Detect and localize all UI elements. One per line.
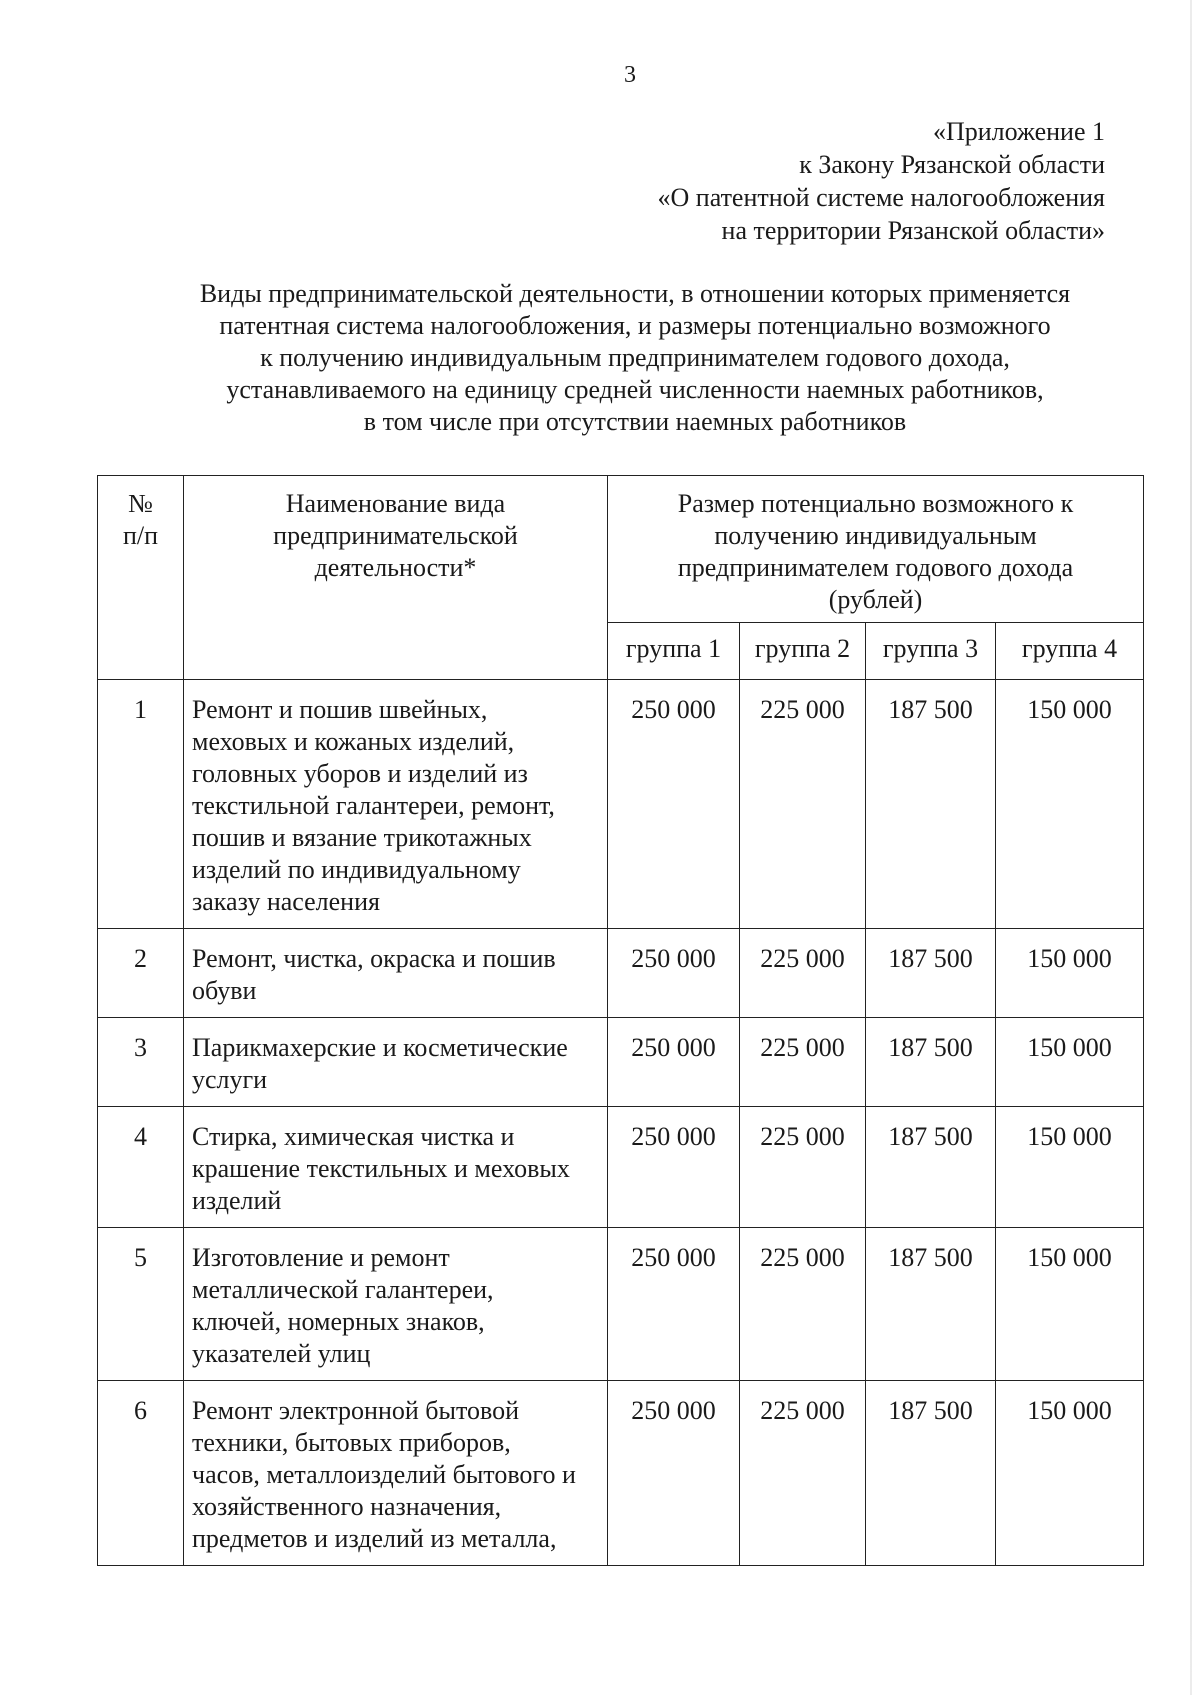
header-group-2: группа 2 <box>740 623 866 680</box>
income-group-4: 150 000 <box>996 1107 1144 1228</box>
activity-name-line: изделий <box>192 1186 282 1215</box>
header-size-line: (рублей) <box>828 585 923 614</box>
activity-name-line: металлической галантереи, <box>192 1275 494 1304</box>
activity-name-line: головных уборов и изделий из <box>192 759 528 788</box>
activity-name-line: предметов и изделий из металла, <box>192 1524 557 1553</box>
table-row <box>98 1018 1144 1107</box>
activity-name-line: меховых и кожаных изделий, <box>192 727 515 756</box>
activity-name <box>184 1018 608 1107</box>
income-group-1: 250 000 <box>608 1228 740 1381</box>
header-income-size <box>608 476 1144 623</box>
activity-name <box>184 1228 608 1381</box>
row-number: 2 <box>98 929 184 1018</box>
income-group-2: 225 000 <box>740 1228 866 1381</box>
activity-name <box>184 929 608 1018</box>
activity-name-line: обуви <box>192 976 257 1005</box>
activity-name-line: услуги <box>192 1065 268 1094</box>
header-name-line: деятельности* <box>314 553 477 582</box>
income-group-3: 187 500 <box>866 1018 996 1107</box>
activity-name-line: крашение текстильных и меховых <box>192 1154 570 1183</box>
income-group-3: 187 500 <box>866 1107 996 1228</box>
header-name-line: предпринимательской <box>273 521 518 550</box>
activity-name-line: изделий по индивидуальному <box>192 855 521 884</box>
income-group-3: 187 500 <box>866 1228 996 1381</box>
income-group-2: 225 000 <box>740 680 866 929</box>
scan-edge <box>1190 0 1192 1695</box>
income-group-1: 250 000 <box>608 1381 740 1566</box>
header-group-3: группа 3 <box>866 623 996 680</box>
header-group-4: группа 4 <box>996 623 1144 680</box>
activity-name-line: ключей, номерных знаков, <box>192 1307 485 1336</box>
income-group-2: 225 000 <box>740 929 866 1018</box>
header-number-line: п/п <box>122 521 159 550</box>
activity-name-line: хозяйственного назначения, <box>192 1492 502 1521</box>
income-group-4: 150 000 <box>996 680 1144 929</box>
activity-income-table <box>97 475 1144 1566</box>
row-number: 6 <box>98 1381 184 1566</box>
activity-name-line: часов, металлоизделий бытового и <box>192 1460 576 1489</box>
header-size-line: предпринимателем годового дохода <box>677 553 1074 582</box>
header-number-line: № <box>128 489 153 518</box>
header-activity-name <box>184 476 608 680</box>
income-group-4: 150 000 <box>996 1228 1144 1381</box>
activity-name-line: пошив и вязание трикотажных <box>192 823 532 852</box>
income-group-1: 250 000 <box>608 680 740 929</box>
activity-name-line: Ремонт, чистка, окраска и пошив <box>192 944 556 973</box>
row-number: 4 <box>98 1107 184 1228</box>
row-number: 5 <box>98 1228 184 1381</box>
activity-name <box>184 680 608 929</box>
income-group-3: 187 500 <box>866 1381 996 1566</box>
activity-name-line: Изготовление и ремонт <box>192 1243 450 1272</box>
income-group-2: 225 000 <box>740 1107 866 1228</box>
title-line: в том числе при отсутствии наемных работников <box>363 407 907 436</box>
appendix-header <box>658 115 1105 247</box>
table-row <box>98 680 1144 929</box>
page-number: 3 <box>624 62 636 88</box>
activity-name-line: техники, бытовых приборов, <box>192 1428 511 1457</box>
activity-name-line: текстильной галантереи, ремонт, <box>192 791 555 820</box>
activity-name-line: заказу населения <box>192 887 380 916</box>
title-line: Виды предпринимательской деятельности, в отношении которых применяется <box>199 279 1071 308</box>
income-group-3: 187 500 <box>866 680 996 929</box>
income-group-4: 150 000 <box>996 1018 1144 1107</box>
table-body <box>98 680 1144 1566</box>
header-number <box>98 476 184 680</box>
activity-name-line: Ремонт электронной бытовой <box>192 1396 520 1425</box>
title-line: к получению индивидуальным предпринимателем годового дохода, <box>260 343 1010 372</box>
header-size-line: получению индивидуальным <box>714 521 1037 550</box>
income-group-1: 250 000 <box>608 1107 740 1228</box>
activity-name <box>184 1381 608 1566</box>
table-row <box>98 1107 1144 1228</box>
activity-name <box>184 1107 608 1228</box>
appendix-line: «О патентной системе налогообложения <box>657 183 1105 212</box>
document-title <box>100 278 1170 438</box>
activity-name-line: Парикмахерские и косметические <box>192 1033 568 1062</box>
income-group-3: 187 500 <box>866 929 996 1018</box>
appendix-line: к Закону Рязанской области <box>799 150 1105 179</box>
table-row <box>98 1228 1144 1381</box>
table-row <box>98 1381 1144 1566</box>
income-group-1: 250 000 <box>608 929 740 1018</box>
row-number: 1 <box>98 680 184 929</box>
activity-name-line: Ремонт и пошив швейных, <box>192 695 488 724</box>
income-group-2: 225 000 <box>740 1018 866 1107</box>
header-size-line: Размер потенциально возможного к <box>677 489 1074 518</box>
header-name-line: Наименование вида <box>285 489 506 518</box>
table-header-row <box>98 476 1144 623</box>
appendix-line: на территории Рязанской области» <box>721 216 1105 245</box>
appendix-line: «Приложение 1 <box>932 117 1105 146</box>
header-group-1: группа 1 <box>608 623 740 680</box>
title-line: устанавливаемого на единицу средней численности наемных работников, <box>226 375 1044 404</box>
income-group-4: 150 000 <box>996 1381 1144 1566</box>
income-group-1: 250 000 <box>608 1018 740 1107</box>
title-line: патентная система налогообложения, и размеры потенциально возможного <box>219 311 1051 340</box>
table-row <box>98 929 1144 1018</box>
income-group-4: 150 000 <box>996 929 1144 1018</box>
row-number: 3 <box>98 1018 184 1107</box>
activity-name-line: указателей улиц <box>192 1339 371 1368</box>
activity-name-line: Стирка, химическая чистка и <box>192 1122 515 1151</box>
income-group-2: 225 000 <box>740 1381 866 1566</box>
